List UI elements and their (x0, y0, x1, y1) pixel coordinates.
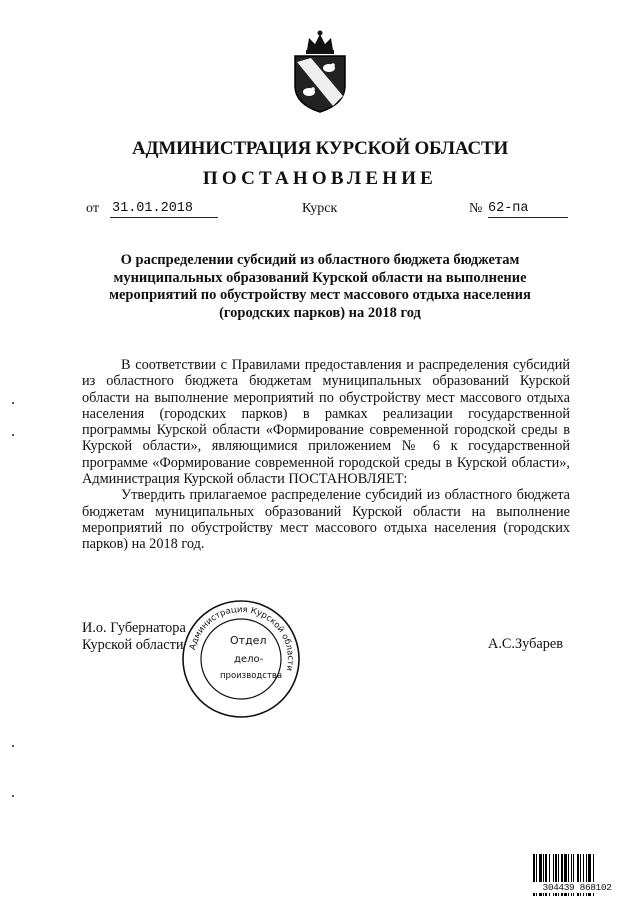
official-stamp (180, 598, 302, 720)
stamp-line-1: Отдел (230, 634, 267, 647)
organization-name: АДМИНИСТРАЦИЯ КУРСКОЙ ОБЛАСТИ (131, 138, 509, 159)
signatory-position-line-1: И.о. Губернатора (82, 620, 186, 636)
body-paragraph-1: В соответствии с Правилами предоставления и распределения субсидий из областного бюджета бюджетам муниципальных образований Курской области на выполнение мероприятий по обустройству мест массового отдыха населения (городских парков) в рамках реализации государственной программы Курской области «Формирование современной городской среды в Курской области», являющимися приложением № 6 к государственной программе «Формирование современной городской среды в Курской области», Администрация Курской области ПОСТАНОВЛЯЕТ: (82, 357, 570, 488)
document-date: 31.01.2018 (110, 201, 218, 218)
document-number: 62-па (488, 201, 568, 218)
signatory-name: А.С.Зубарев (488, 636, 563, 652)
number-prefix: № (469, 201, 483, 216)
stamp-line-3: производства (220, 671, 283, 681)
coat-of-arms-emblem (287, 28, 353, 114)
document-body (82, 357, 570, 553)
stamp-line-2: дело- (234, 654, 264, 665)
document-title: О распределении субсидий из областного бюджета бюджетам муниципальных образований Курской области на выполнение мероприятий по обустройству мест массового отдыха населения (городских парков) на 2018 год (109, 252, 531, 321)
signatory-position-line-2: Курской области (82, 637, 184, 653)
body-paragraph-2: Утвердить прилагаемое распределение субсидий из областного бюджета бюджетам муниципальных образований Курской области на выполнение мероприятий по обустройству мест массового отдыха населения (городских парков) на 2018 год. (82, 487, 570, 553)
barcode-number: 304439 868102 (533, 882, 621, 893)
date-prefix: от (86, 201, 99, 216)
stamp-ring-text: Администрация Курской области (187, 604, 296, 672)
document-city: Курск (302, 201, 338, 216)
document-type: ПОСТАНОВЛЕНИЕ (202, 168, 438, 189)
signatory-position (82, 620, 186, 654)
